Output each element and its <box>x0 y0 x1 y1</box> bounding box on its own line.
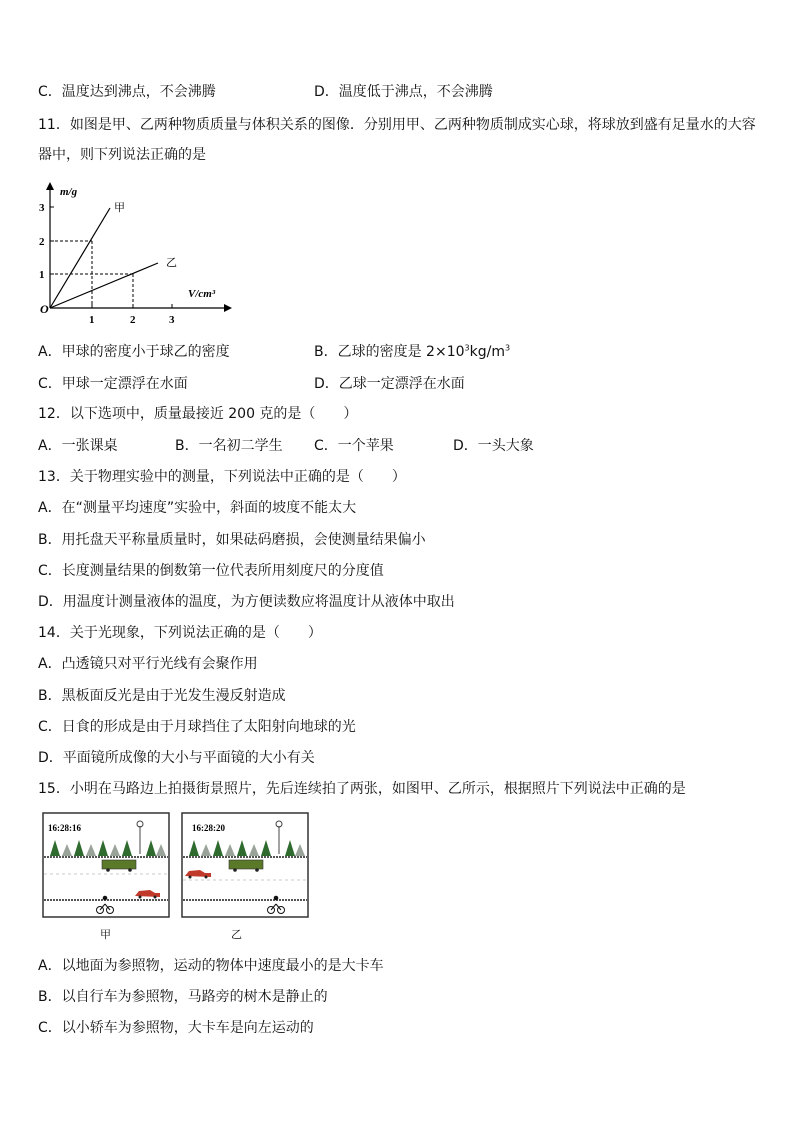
q15-option-c: C．以小轿车为参照物，大卡车是向左运动的 <box>38 1020 314 1036</box>
q14-stem: 14．关于光现象，下列说法正确的是（ ） <box>38 625 322 641</box>
q12-stem: 12．以下选项中，质量最接近 200 克的是（ ） <box>38 406 358 422</box>
x-tick-label-3: 3 <box>169 314 175 326</box>
line-jia-label: 甲 <box>114 202 125 214</box>
q12-option-d: D．一头大象 <box>453 438 534 454</box>
q13-option-b: B．用托盘天平称量质量时，如果砝码磨损，会使测量结果偏小 <box>38 532 426 548</box>
q13-option-c: C．长度测量结果的倒数第一位代表所用刻度尺的分度值 <box>38 563 384 579</box>
q11-option-a: A．甲球的密度小于球乙的密度 <box>38 344 230 360</box>
origin-label: O <box>40 302 49 316</box>
y-axis-label: m/g <box>60 186 78 198</box>
x-tick-label-2: 2 <box>130 314 136 326</box>
line-jia <box>50 208 110 308</box>
q14-option-c: C．日食的形成是由于月球挡住了太阳射向地球的光 <box>38 719 356 735</box>
q10-option-c: C．温度达到沸点，不会沸腾 <box>38 84 216 100</box>
q15-stem: 15．小明在马路边上拍摄街景照片，先后连续拍了两张，如图甲、乙所示，根据照片下列说法中正确的是 <box>38 781 686 797</box>
street-photo-yi <box>181 812 309 918</box>
q12-option-a: A．一张课桌 <box>38 438 118 454</box>
caption-yi: 乙 <box>231 928 242 941</box>
q11-option-b: B．乙球的密度是 $2\times 10^3kg/m^3$ <box>314 343 511 360</box>
photo-jia-timestamp: 16:28:16 <box>48 823 81 833</box>
q15-option-b: B．以自行车为参照物，马路旁的树木是静止的 <box>38 989 328 1005</box>
q14-option-a: A．凸透镜只对平行光线有会聚作用 <box>38 656 258 672</box>
x-axis-arrow <box>224 304 232 312</box>
q11-option-c: C．甲球一定漂浮在水面 <box>38 376 188 392</box>
q11-stem-line1: 11．如图是甲、乙两种物质质量与体积关系的图像．分别用甲、乙两种物质制成实心球，将球放到盛有足量水的大容 <box>38 117 756 133</box>
line-yi-label: 乙 <box>166 257 177 269</box>
truck-icon <box>229 860 263 869</box>
y-tick-label-2: 2 <box>39 236 45 248</box>
y-tick-label-3: 3 <box>39 202 45 214</box>
x-tick-label-1: 1 <box>89 314 95 326</box>
line-yi <box>50 263 158 308</box>
y-tick-label-1: 1 <box>39 269 45 281</box>
q12-option-b: B．一名初二学生 <box>175 438 283 454</box>
x-axis-label: V/cm³ <box>188 288 216 300</box>
truck-icon <box>102 860 136 869</box>
q12-option-c: C．一个苹果 <box>314 438 394 454</box>
street-photo-jia <box>42 812 170 918</box>
q13-option-d: D．用温度计测量液体的温度，为方便读数应将温度计从液体中取出 <box>38 594 455 610</box>
q14-option-d: D．平面镜所成像的大小与平面镜的大小有关 <box>38 750 315 766</box>
q14-option-b: B．黑板面反光是由于光发生漫反射造成 <box>38 688 286 704</box>
photo-yi-timestamp: 16:28:20 <box>192 823 225 833</box>
y-axis-arrow <box>46 182 54 190</box>
q13-option-a: A．在“测量平均速度”实验中，斜面的坡度不能太大 <box>38 500 357 516</box>
q11-stem-line2: 器中，则下列说法正确的是 <box>38 147 206 163</box>
mass-volume-graph <box>34 180 234 330</box>
q13-stem: 13．关于物理实验中的测量，下列说法中正确的是（ ） <box>38 469 406 485</box>
q11-option-d: D．乙球一定漂浮在水面 <box>314 376 465 392</box>
q15-option-a: A．以地面为参照物，运动的物体中速度最小的是大卡车 <box>38 958 384 974</box>
q10-option-d: D．温度低于沸点，不会沸腾 <box>314 84 493 100</box>
caption-jia: 甲 <box>100 928 111 941</box>
